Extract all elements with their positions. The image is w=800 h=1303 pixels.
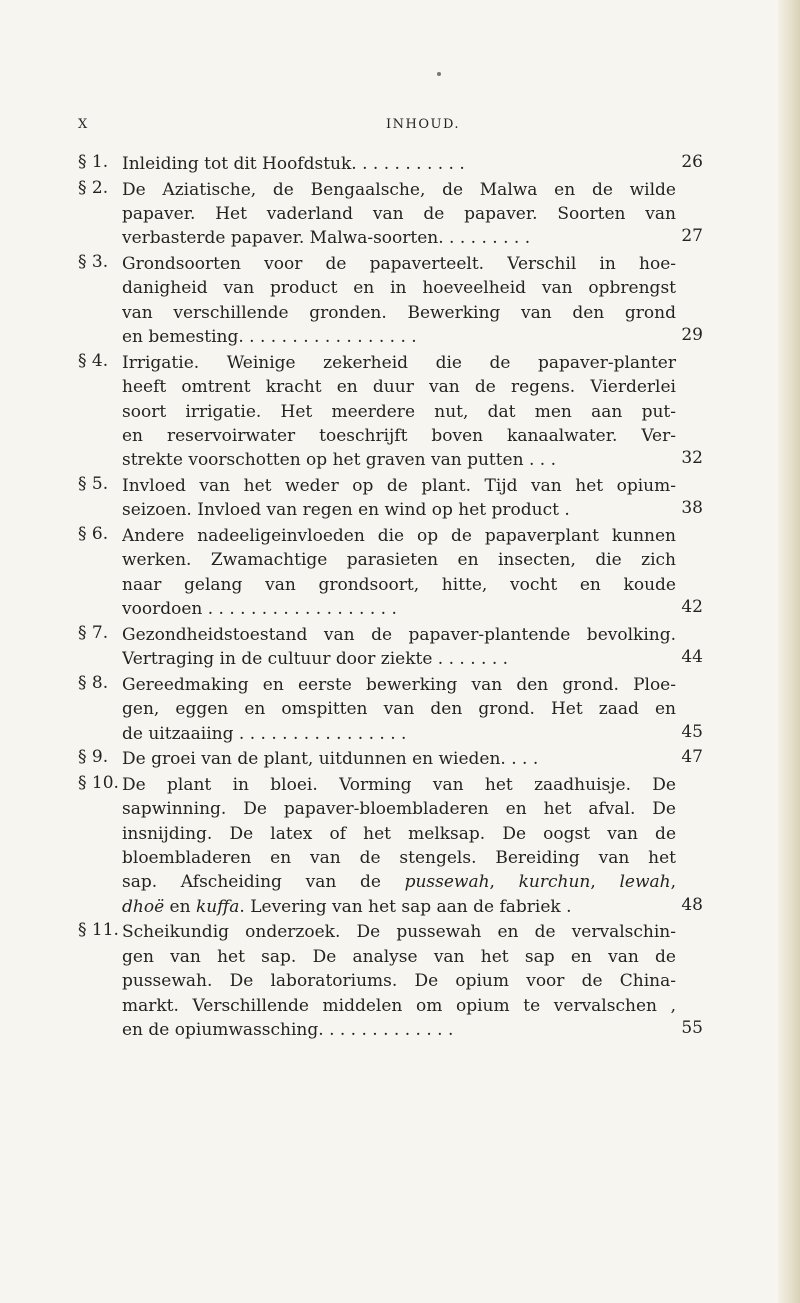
- title-line: De Aziatische, de Bengaalsche, de Malwa en de wilde: [122, 179, 676, 200]
- title-line: Irrigatie. Weinige zekerheid die de papaver-planter: [122, 352, 676, 373]
- title-line: insnijding. De latex of het melksap. De oogst van de: [122, 823, 676, 844]
- section-title: [122, 178, 676, 251]
- title-line: verbasterde papaver. Malwa-soorten. . . . . . . . .: [122, 228, 531, 249]
- title-line: Invloed van het weder op de plant. Tijd van het opium-: [122, 476, 676, 496]
- section-number: § 11.: [78, 920, 119, 941]
- section-number: § 2.: [78, 177, 109, 198]
- section-number: § 5.: [78, 474, 109, 494]
- running-title: INHOUD.: [386, 117, 461, 132]
- section-number: § 9.: [78, 747, 109, 768]
- toc-entry: [0, 773, 800, 919]
- print-speck: [437, 72, 441, 76]
- section-title: [122, 747, 676, 771]
- title-line: Gezondheidstoestand van de papaver-plantende bevolking.: [122, 624, 676, 645]
- title-line: strekte voorschotten op het graven van putten . . .: [122, 450, 556, 471]
- section-number: § 6.: [78, 524, 109, 544]
- title-line: naar gelang van grondsoort, hitte, vocht en koude: [122, 574, 676, 595]
- page-header: [0, 117, 800, 137]
- page-reference: 32: [681, 448, 703, 469]
- section-title: [122, 623, 676, 672]
- page-reference: 29: [681, 325, 703, 346]
- toc-entry: [0, 351, 800, 473]
- title-line: en de opiumwassching. . . . . . . . . . . . .: [122, 1019, 454, 1040]
- title-line: gen, eggen en omspitten van den grond. Het zaad en: [122, 699, 676, 720]
- section-title: [122, 920, 676, 1042]
- title-line: Grondsoorten voor de papaverteelt. Verschil in hoe-: [122, 254, 676, 274]
- section-number: § 10.: [78, 772, 119, 793]
- page-reference: 27: [681, 226, 703, 247]
- title-line: De plant in bloei. Vorming van het zaadhuisje. De: [122, 774, 676, 795]
- section-number: § 7.: [78, 622, 109, 643]
- title-line: Vertraging in de cultuur door ziekte . . . . . . .: [122, 649, 509, 670]
- title-line: dhoë en kuffa. Levering van het sap aan de fabriek .: [122, 896, 572, 917]
- title-line: Andere nadeeligeinvloeden die op de papaverplant kunnen: [122, 526, 676, 546]
- title-line: pussewah. De laboratoriums. De opium voor de China-: [122, 971, 676, 992]
- section-title: [122, 773, 676, 919]
- title-line: sapwinning. De papaver-bloembladeren en het afval. De: [122, 799, 676, 820]
- section-title: [122, 152, 676, 176]
- title-line: werken. Zwamachtige parasieten en insecten, die zich: [122, 550, 676, 571]
- toc-entry: [0, 474, 800, 523]
- title-line: en reservoirwater toeschrijft boven kanaalwater. Ver-: [122, 425, 676, 446]
- title-line: heeft omtrent kracht en duur van de regens. Vierderlei: [122, 377, 676, 398]
- toc-entry: [0, 524, 800, 622]
- page-reference: 45: [681, 721, 703, 742]
- title-line: voordoen . . . . . . . . . . . . . . . . . .: [122, 599, 397, 620]
- section-number: § 1.: [78, 152, 109, 172]
- page-number: X: [78, 117, 88, 132]
- title-line: Inleiding tot dit Hoofdstuk. . . . . . . . . . .: [122, 154, 465, 174]
- page-reference: 38: [681, 498, 703, 519]
- page-reference: 55: [681, 1017, 703, 1038]
- toc-entry: [0, 178, 800, 251]
- section-number: § 3.: [78, 252, 109, 272]
- title-line: Scheikundig onderzoek. De pussewah en de vervalschin-: [122, 922, 676, 943]
- page-reference: 48: [681, 894, 703, 915]
- section-number: § 8.: [78, 672, 109, 693]
- title-line: markt. Verschillende middelen om opium te vervalschen ,: [122, 995, 676, 1016]
- page-reference: 47: [681, 747, 703, 768]
- section-number: § 4.: [78, 350, 109, 371]
- title-line: van verschillende gronden. Bewerking van den grond: [122, 302, 676, 323]
- toc-entry: [0, 252, 800, 350]
- title-line: soort irrigatie. Het meerdere nut, dat men aan put-: [122, 401, 676, 422]
- title-line: De groei van de plant, uitdunnen en wieden. . . .: [122, 749, 539, 770]
- title-line: seizoen. Invloed van regen en wind op het product .: [122, 500, 570, 521]
- title-line: sap. Afscheiding van de pussewah, kurchun, lewah,: [122, 872, 676, 893]
- section-title: [122, 474, 676, 523]
- toc-entry: [0, 673, 800, 746]
- title-line: Gereedmaking en eerste bewerking van den grond. Ploe-: [122, 674, 676, 695]
- page-reference: 42: [681, 597, 703, 618]
- title-line: gen van het sap. De analyse van het sap en van de: [122, 946, 676, 967]
- section-title: [122, 673, 676, 746]
- title-line: de uitzaaiing . . . . . . . . . . . . . . . .: [122, 723, 407, 744]
- section-title: [122, 351, 676, 473]
- page-reference: 26: [681, 152, 703, 172]
- section-title: [122, 524, 676, 622]
- toc-entry: [0, 920, 800, 1042]
- title-line: danigheid van product en in hoeveelheid van opbrengst: [122, 278, 676, 299]
- title-line: en bemesting. . . . . . . . . . . . . . . . .: [122, 327, 417, 348]
- section-title: [122, 252, 676, 350]
- toc-entry: [0, 623, 800, 672]
- title-line: papaver. Het vaderland van de papaver. Soorten van: [122, 203, 676, 224]
- toc-entry: [0, 152, 800, 176]
- toc-entry: [0, 747, 800, 771]
- title-line: bloembladeren en van de stengels. Bereiding van het: [122, 847, 676, 868]
- page-reference: 44: [681, 647, 703, 668]
